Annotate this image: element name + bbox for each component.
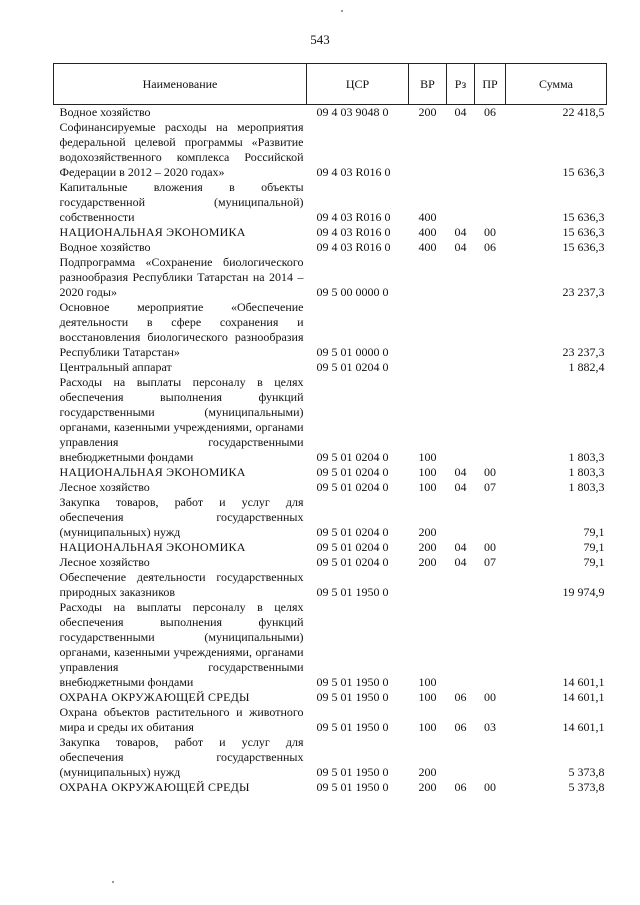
row-vr: 200: [418, 540, 437, 554]
row-vr: 100: [418, 675, 437, 689]
row-vr: [409, 120, 447, 180]
row-rz: 04: [454, 105, 467, 119]
table-row: [54, 300, 607, 360]
row-name: Охрана объектов растительного и животного мира и среды их обитания: [59, 705, 304, 734]
row-pr: 00: [484, 690, 496, 704]
row-csr: 09 5 01 1950 0: [316, 585, 389, 599]
row-vr: 100: [418, 690, 437, 704]
table-row: [54, 480, 607, 495]
row-csr: 09 5 00 0000 0: [316, 285, 389, 299]
scan-speck: [112, 881, 114, 883]
row-rz: [447, 360, 475, 375]
row-pr: 07: [484, 555, 496, 569]
row-vr: 200: [418, 105, 437, 119]
row-sum: 1 803,3: [568, 450, 605, 464]
row-rz: [447, 255, 475, 300]
row-name: Водное хозяйство: [59, 240, 151, 254]
row-pr: 00: [484, 225, 496, 239]
row-sum: 79,1: [583, 555, 605, 569]
row-name: Закупка товаров, работ и услуг для обеспечения государственных (муниципальных) нужд: [59, 735, 304, 779]
row-csr: 09 5 01 0000 0: [316, 345, 389, 359]
row-csr: 09 5 01 0204 0: [316, 360, 389, 374]
row-name: Обеспечение деятельности государственных природных заказников: [59, 570, 304, 599]
row-rz: 06: [454, 720, 467, 734]
table-row: [54, 225, 607, 240]
row-vr: 400: [418, 210, 437, 224]
table-row: [54, 375, 607, 465]
header-name: Наименование: [54, 64, 307, 105]
row-rz: [447, 735, 475, 780]
row-vr: 400: [418, 240, 437, 254]
row-csr: 09 5 01 0204 0: [316, 555, 389, 569]
row-csr: 09 5 01 1950 0: [316, 720, 389, 734]
row-pr: [475, 255, 506, 300]
row-sum: 79,1: [583, 540, 605, 554]
row-csr: 09 5 01 0204 0: [316, 465, 389, 479]
table-row: [54, 495, 607, 540]
row-name: Водное хозяйство: [59, 105, 151, 119]
row-name: Основное мероприятие «Обеспечение деятельности в сфере сохранения и восстановления биологического разнообразия Республики Татарстан»: [59, 300, 304, 359]
row-rz: 06: [454, 780, 467, 794]
row-csr: 09 5 01 0204 0: [316, 540, 389, 554]
row-rz: 04: [454, 225, 467, 239]
row-vr: 200: [418, 555, 437, 569]
row-rz: [447, 570, 475, 600]
row-vr: 100: [418, 450, 437, 464]
row-sum: 23 237,3: [562, 345, 605, 359]
table-row: [54, 780, 607, 795]
row-name: ОХРАНА ОКРУЖАЮЩЕЙ СРЕДЫ: [59, 780, 250, 794]
row-rz: 04: [454, 240, 467, 254]
row-pr: 07: [484, 480, 496, 494]
row-rz: 04: [454, 540, 467, 554]
row-sum: 15 636,3: [562, 240, 605, 254]
row-sum: 23 237,3: [562, 285, 605, 299]
budget-table: [53, 63, 607, 795]
row-vr: 100: [418, 480, 437, 494]
row-sum: 14 601,1: [562, 720, 605, 734]
row-csr: 09 4 03 R016 0: [316, 165, 391, 179]
row-name: Расходы на выплаты персоналу в целях обеспечения выполнения функций государственными (муниципальными) органами, казенными учреждениями, органами управления государственными внебюджетными фондами: [59, 600, 304, 689]
row-pr: [475, 495, 506, 540]
row-name: ОХРАНА ОКРУЖАЮЩЕЙ СРЕДЫ: [59, 690, 250, 704]
table-row: [54, 120, 607, 180]
row-rz: [447, 180, 475, 225]
row-csr: 09 5 01 1950 0: [316, 765, 389, 779]
table-row: [54, 255, 607, 300]
table-row: [54, 180, 607, 225]
row-csr: 09 5 01 1950 0: [316, 780, 389, 794]
table-row: [54, 105, 607, 121]
header-vr: ВР: [409, 64, 447, 105]
row-name: Лесное хозяйство: [59, 555, 150, 569]
row-name: Центральный аппарат: [59, 360, 172, 374]
header-rz: Рз: [447, 64, 475, 105]
row-vr: 100: [418, 465, 437, 479]
table-row: [54, 735, 607, 780]
row-rz: 06: [454, 690, 467, 704]
row-sum: 14 601,1: [562, 690, 605, 704]
row-csr: 09 4 03 R016 0: [316, 210, 391, 224]
row-pr: [475, 120, 506, 180]
row-csr: 09 5 01 0204 0: [316, 450, 389, 464]
row-pr: [475, 600, 506, 690]
row-sum: 15 636,3: [562, 225, 605, 239]
row-vr: [409, 300, 447, 360]
row-csr: 09 4 03 R016 0: [316, 225, 391, 239]
row-pr: [475, 735, 506, 780]
table-row: [54, 555, 607, 570]
row-sum: 15 636,3: [562, 165, 605, 179]
row-rz: [447, 300, 475, 360]
table-row: [54, 600, 607, 690]
row-pr: 00: [484, 780, 496, 794]
row-pr: 03: [484, 720, 496, 734]
row-name: Расходы на выплаты персоналу в целях обеспечения выполнения функций государственными (муниципальными) органами, казенными учреждениями, органами управления государственными внебюджетными фондами: [59, 375, 304, 464]
row-pr: [475, 300, 506, 360]
row-pr: [475, 180, 506, 225]
header-sum: Сумма: [506, 64, 607, 105]
row-pr: 00: [484, 540, 496, 554]
row-csr: 09 5 01 0204 0: [316, 480, 389, 494]
row-pr: [475, 375, 506, 465]
row-pr: [475, 360, 506, 375]
row-csr: 09 4 03 R016 0: [316, 240, 391, 254]
row-name: НАЦИОНАЛЬНАЯ ЭКОНОМИКА: [59, 540, 246, 554]
table-row: [54, 360, 607, 375]
row-sum: 79,1: [583, 525, 605, 539]
table-row: [54, 240, 607, 255]
row-name: НАЦИОНАЛЬНАЯ ЭКОНОМИКА: [59, 225, 246, 239]
row-sum: 5 373,8: [568, 780, 605, 794]
row-vr: 100: [418, 720, 437, 734]
row-csr: 09 5 01 1950 0: [316, 690, 389, 704]
table-header: [54, 64, 607, 105]
row-name: Софинансируемые расходы на мероприятия федеральной целевой программы «Развитие водохозяйственного комплекса Российской Федерации в 2012 – 2020 годах»: [59, 120, 304, 179]
row-rz: 04: [454, 480, 467, 494]
row-sum: 1 803,3: [568, 480, 605, 494]
table-row: [54, 690, 607, 705]
row-vr: [409, 255, 447, 300]
row-sum: 1 803,3: [568, 465, 605, 479]
row-rz: [447, 600, 475, 690]
table-body: [54, 105, 607, 796]
row-csr: 09 5 01 1950 0: [316, 675, 389, 689]
row-pr: 00: [484, 465, 496, 479]
row-rz: [447, 120, 475, 180]
row-name: Закупка товаров, работ и услуг для обеспечения государственных (муниципальных) нужд: [59, 495, 304, 539]
row-vr: 200: [418, 765, 437, 779]
row-sum: 15 636,3: [562, 210, 605, 224]
header-pr: ПР: [475, 64, 506, 105]
row-pr: 06: [484, 105, 496, 119]
row-rz: [447, 375, 475, 465]
row-sum: 1 882,4: [568, 360, 605, 374]
row-csr: 09 4 03 9048 0: [316, 105, 389, 119]
table-row: [54, 465, 607, 480]
row-vr: 200: [418, 525, 437, 539]
row-sum: 14 601,1: [562, 675, 605, 689]
row-vr: [409, 360, 447, 375]
table-row: [54, 570, 607, 600]
row-vr: 200: [418, 780, 437, 794]
page-number: 543: [310, 32, 330, 47]
row-csr: 09 5 01 0204 0: [316, 525, 389, 539]
row-vr: [409, 570, 447, 600]
row-vr: 400: [418, 225, 437, 239]
row-sum: 22 418,5: [562, 105, 605, 119]
row-rz: 04: [454, 465, 467, 479]
row-pr: [475, 570, 506, 600]
row-name: НАЦИОНАЛЬНАЯ ЭКОНОМИКА: [59, 465, 246, 479]
row-sum: 5 373,8: [568, 765, 605, 779]
table-row: [54, 705, 607, 735]
header-csr: ЦСР: [307, 64, 409, 105]
scan-speck: [341, 10, 343, 12]
row-name: Капитальные вложения в объекты государственной (муниципальной) собственности: [59, 180, 304, 224]
row-rz: 04: [454, 555, 467, 569]
row-pr: 06: [484, 240, 496, 254]
row-name: Подпрограмма «Сохранение биологического разнообразия Республики Татарстан на 2014 – 2020 годы»: [59, 255, 304, 299]
row-sum: 19 974,9: [562, 585, 605, 599]
row-name: Лесное хозяйство: [59, 480, 150, 494]
row-rz: [447, 495, 475, 540]
table-row: [54, 540, 607, 555]
